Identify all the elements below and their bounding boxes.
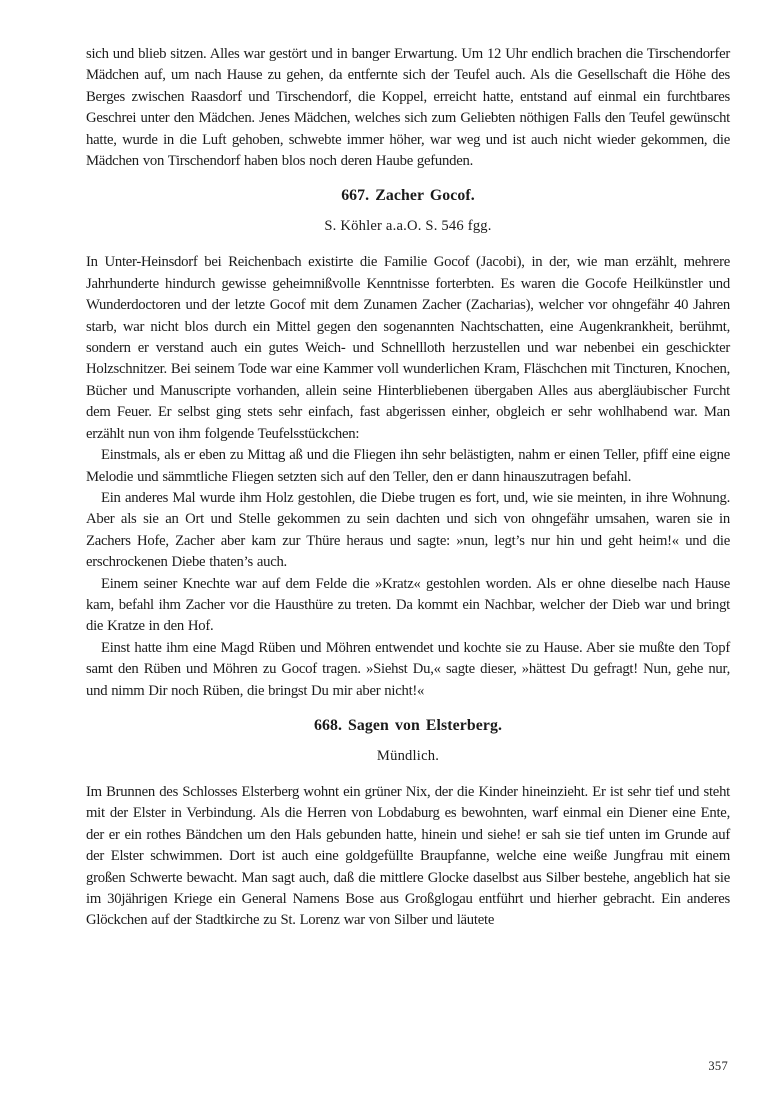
section-667-heading: 667. Zacher Gocof.	[341, 187, 475, 205]
page-number: 357	[708, 1059, 728, 1073]
section-668-paragraph-1: Im Brunnen des Schlosses Elsterberg wohnt ein grüner Nix, der die Kinder hineinzieht. Er ist sehr tief und steht mit der Elster in Verbindung. Als die Herren von Lobdaburg es bewohnten, warf einmal ein Diener eine Ente, der er ein rothes Bändchen um den Hals gebunden hatte, hinein und siehe! er sah sie tief unten im Grunde auf der Elster schwimmen. Dort ist auch eine goldgefüllte Braupfanne, welche eine weiße Jungfrau mit einem großen Schwerte bewacht. Man sagt auch, daß die mittlere Glocke daselbst aus Silber bestehe, angeblich hat sie im 30jährigen Kriege ein General Namens Bose aus Großglogau entführt und hierher gebracht. Ein anderes Glöckchen auf der Stadtkirche zu St. Lorenz war von Silber und läutete	[86, 783, 730, 929]
section-667-paragraph-4: Einem seiner Knechte war auf dem Felde die »Kratz« gestohlen worden. Als er ohne dieselbe nach Hause kam, befahl ihm Zacher vor die Hausthüre zu treten. Da kommt ein Nachbar, welcher der Dieb war und bringt die Kratze in den Hof.	[86, 575, 730, 635]
section-667-source-line: S. Köhler a.a.O. S. 546 fgg.	[324, 218, 492, 235]
section-667-paragraph-3: Ein anderes Mal wurde ihm Holz gestohlen, die Diebe trugen es fort, und, wie sie meinten, in ihre Wohnung. Aber als sie an Ort und Stelle gekommen zu sein dachten und sich von ohngefähr umsahen, waren sie in Zachers Hofe, Zacher aber kam zur Thüre heraus und sagte: »nun, legt’s nur hin und geht heim!« und die erschrockenen Diebe thaten’s auch.	[86, 489, 730, 571]
continuation-paragraph: sich und blieb sitzen. Alles war gestört und in banger Erwartung. Um 12 Uhr endlich brachen die Tirschendorfer Mädchen auf, um nach Hause zu gehen, da entfernte sich der Teufel auch. Als die Gesellschaft die Höhe des Berges zwischen Raasdorf und Tirschendorf, die Koppel, erreicht hatte, entstand auf einmal ein furchtbares Geschrei unter den Mädchen. Jenes Mädchen, welches sich zum Geliebten nöthigen Falls den Teufel gewünscht hatte, wurde in die Luft gehoben, schwebte immer höher, war weg und ist auch nicht wieder gekommen, die Mädchen von Tirschendorf haben blos noch deren Haube gefunden.	[86, 46, 730, 170]
section-667-paragraph-1: In Unter-Heinsdorf bei Reichenbach existirte die Familie Gocof (Jacobi), in der, wie man erzählt, mehrere Jahrhunderte hindurch gewisse geheimnißvolle Kenntnisse forterbten. Es waren die Gocofe Heilkünstler und Wunderdoctoren und der letzte Gocof mit dem Zunamen Zacher (Zacharias), welcher vor ohngefähr 40 Jahren starb, war nicht blos durch ein Mittel gegen den sogenannten Nachtschatten, eine Augenkrankheit, berühmt, sondern er verstand auch ein gutes Weich- und Schnellloth herzustellen und war nebenbei ein geschickter Holzschnitzer. Bei seinem Tode war eine Kammer voll wunderlichen Kram, Fläschchen mit Tincturen, Knochen, Bücher und Manuscripte vorhanden, allein seine Hinterbliebenen übergaben Alles aus abergläubischer Furcht dem Feuer. Er selbst ging stets sehr einfach, fast abgerissen einher, obgleich er sehr wohlhabend war. Man erzählt nun von ihm folgende Teufelsstückchen:	[86, 254, 730, 442]
section-667-paragraph-2: Einstmals, als er eben zu Mittag aß und die Fliegen ihn sehr belästigten, nahm er einen Teller, pfiff eine eigne Melodie und sämmtliche Fliegen setzten sich auf den Teller, den er dann hinauszutragen befahl.	[86, 447, 730, 485]
text-block	[86, 44, 730, 932]
section-668-heading: 668. Sagen von Elsterberg.	[313, 716, 503, 734]
section-667-paragraph-5: Einst hatte ihm eine Magd Rüben und Möhren entwendet und kochte sie zu Hause. Aber sie mußte den Topf samt den Rüben und Möhren zu Gocof tragen. »Siehst Du,« sagte dieser, »hättest Du gefragt! Nun, gehe nur, und nimm Dir noch Rüben, die bringst Du mir aber nicht!«	[86, 639, 730, 699]
section-667	[86, 185, 730, 702]
section-668-source-line: Mündlich.	[376, 747, 440, 764]
section-668	[86, 715, 730, 932]
